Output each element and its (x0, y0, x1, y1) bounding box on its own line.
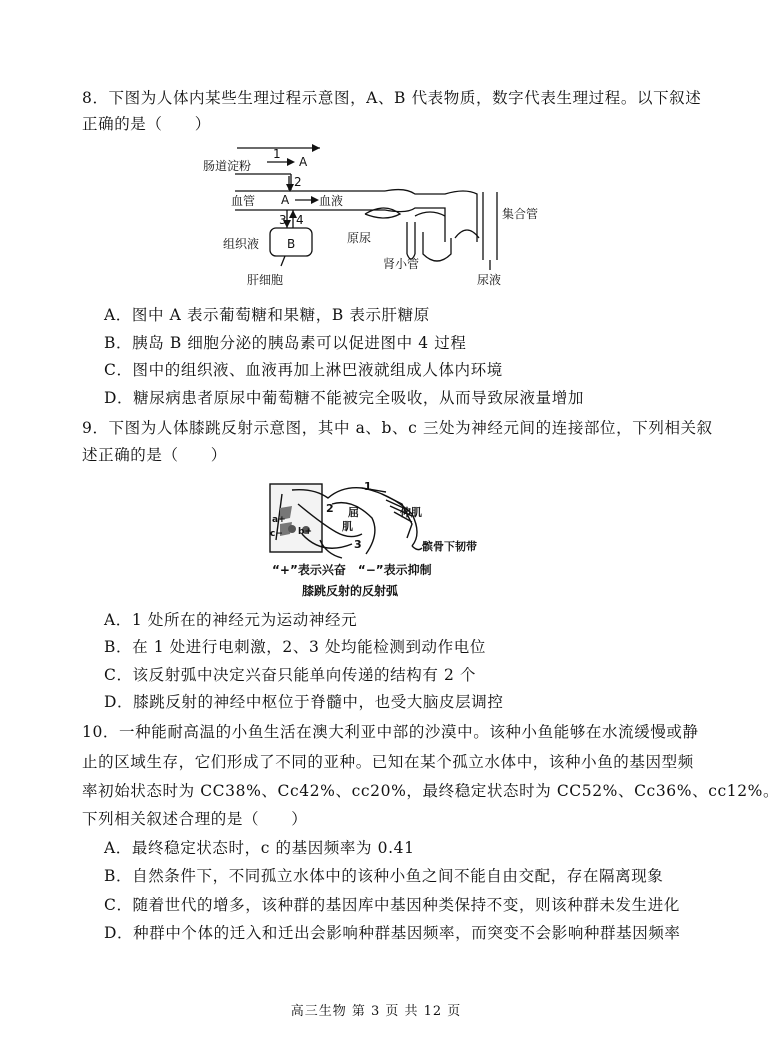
q9-label-flexor2: 肌 (342, 520, 353, 533)
q9-label-b-plus: b+ (298, 527, 312, 537)
q10-option-c: C．随着世代的增多，该种群的基因库中基因种类保持不变，则该种群未发生进化 (104, 896, 680, 914)
q9-label-c-minus: c− (270, 529, 283, 539)
q9-option-b: B．在 1 处进行电刺激，2、3 处均能检测到动作电位 (104, 638, 486, 656)
q8-label-renal-tubule: 肾小管 (383, 257, 420, 271)
q9-option-a: A．1 处所在的神经元为运动神经元 (104, 611, 358, 629)
q8-label-num1: 1 (273, 147, 281, 161)
q9-label-extensor: 伸肌 (400, 506, 422, 519)
q8-label-A-top: A (299, 155, 308, 169)
q8-label-liver-cell: 肝细胞 (247, 273, 284, 287)
q9-stem-line2: 述正确的是（ ） (82, 446, 227, 464)
q8-label-urine: 尿液 (477, 273, 502, 287)
page-footer: 高三生物 第 3 页 共 12 页 (290, 1004, 462, 1019)
q8-label-num2: 2 (294, 175, 302, 189)
q9-figure (262, 474, 494, 604)
q9-caption: 膝跳反射的反射弧 (302, 584, 399, 598)
q8-label-num4: 4 (296, 213, 304, 227)
q9-legend: “+”表示兴奋 “−”表示抑制 (272, 563, 432, 577)
q8-label-tissue-fluid: 组织液 (223, 237, 260, 251)
q10-stem-line3: 率初始状态时为 CC38%、Cc42%、cc20%，最终稳定状态时为 CC52%、Cc36%、cc12%。 (82, 782, 779, 800)
q10-option-d: D．种群中个体的迁入和迁出会影响种群基因频率，而突变不会影响种群基因频率 (104, 924, 681, 942)
q8-label-blood-vessel: 血管 (231, 194, 256, 208)
q10-stem-line2: 止的区域生存，它们形成了不同的亚种。已知在某个孤立水体中，该种小鱼的基因型频 (82, 753, 694, 771)
q8-label-primary-urine: 原尿 (347, 231, 372, 245)
q9-label-num2: 2 (326, 502, 334, 515)
q8-stem-line1: 8．下图为人体内某些生理过程示意图，A、B 代表物质，数字代表生理过程。以下叙述 (82, 89, 702, 107)
q8-label-A-mid: A (281, 193, 290, 207)
q8-option-b: B．胰岛 B 细胞分泌的胰岛素可以促进图中 4 过程 (104, 334, 467, 352)
q9-label-num1: 1 (364, 480, 372, 493)
q8-option-c: C．图中的组织液、血液再加上淋巴液就组成人体内环境 (104, 361, 503, 379)
q9-label-tendon: 髌骨下韧带 (422, 540, 477, 553)
q10-stem-line1: 10．一种能耐高温的小鱼生活在澳大利亚中部的沙漠中。该种小鱼能够在水流缓慢或静 (82, 723, 699, 741)
q8-label-blood: 血液 (319, 194, 344, 208)
q8-stem-line2: 正确的是（ ） (82, 115, 211, 133)
q8-label-B: B (287, 237, 296, 251)
q10-stem-line4: 下列相关叙述合理的是（ ） (82, 810, 308, 828)
q8-option-a: A．图中 A 表示葡萄糖和果糖，B 表示肝糖原 (104, 306, 430, 324)
q8-figure (203, 142, 545, 292)
q8-label-intestine-starch: 肠道淀粉 (203, 159, 252, 173)
q9-label-flexor: 屈 (348, 506, 359, 519)
q9-option-d: D．膝跳反射的神经中枢位于脊髓中，也受大脑皮层调控 (104, 693, 504, 711)
q8-label-num3: 3 (279, 213, 287, 227)
q8-option-d: D．糖尿病患者原尿中葡萄糖不能被完全吸收，从而导致尿液量增加 (104, 389, 584, 407)
q9-stem-line1: 9．下图为人体膝跳反射示意图，其中 a、b、c 三处为神经元间的连接部位，下列相关叙 (82, 419, 713, 437)
q10-option-a: A．最终稳定状态时，c 的基因频率为 0.41 (104, 839, 415, 857)
q9-label-a-plus: a+ (272, 515, 286, 525)
q9-option-c: C．该反射弧中决定兴奋只能单向传递的结构有 2 个 (104, 666, 477, 684)
q10-option-b: B．自然条件下，不同孤立水体中的该种小鱼之间不能自由交配，存在隔离现象 (104, 867, 664, 885)
q9-label-num3: 3 (354, 538, 362, 551)
q8-label-collecting-duct: 集合管 (502, 207, 539, 221)
